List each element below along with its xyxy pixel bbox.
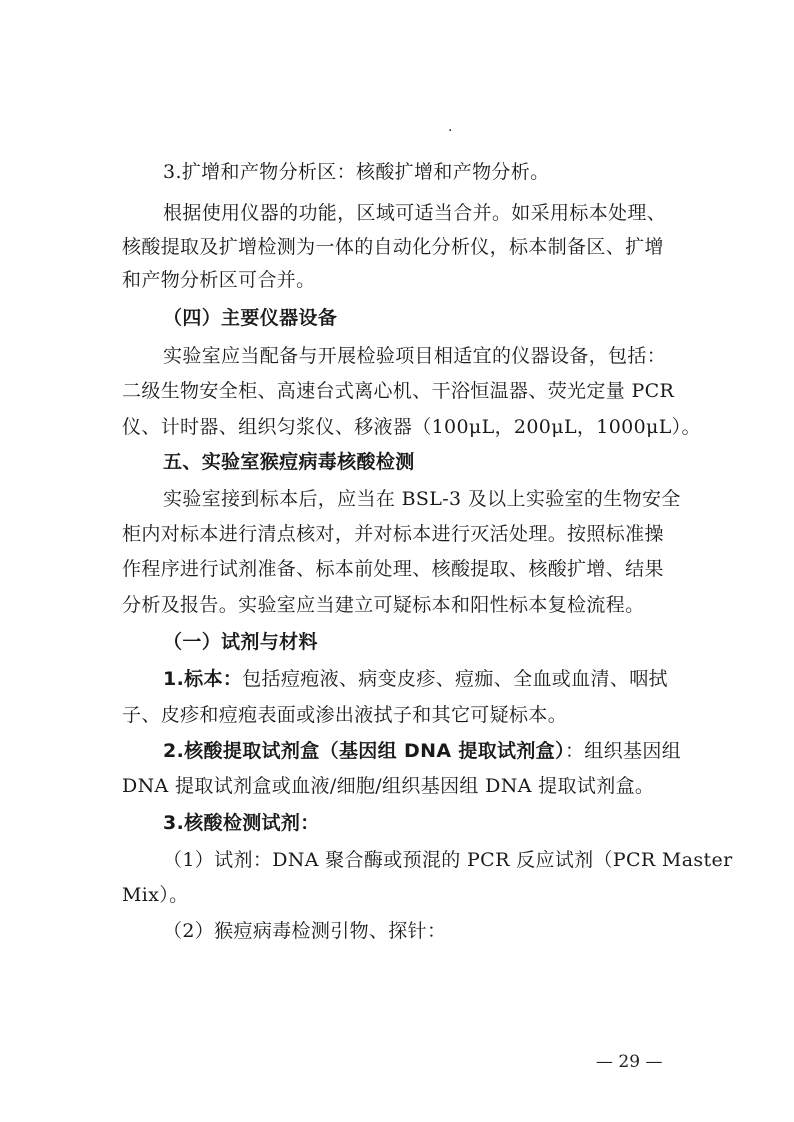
section-heading-four: （四）主要仪器设备 — [163, 307, 338, 329]
paragraph-line: DNA 提取试剂盒或血液/细胞/组织基因组 DNA 提取试剂盒。 — [122, 775, 655, 797]
paragraph-line: （1）试剂：DNA 聚合酶或预混的 PCR 反应试剂（PCR Master — [163, 849, 733, 871]
paragraph-line: 3.扩增和产物分析区：核酸扩增和产物分析。 — [163, 161, 550, 183]
item-text: ：组织基因组 — [564, 740, 682, 762]
paragraph-line: Mix）。 — [122, 884, 189, 906]
paragraph-line: 子、皮疹和痘疱表面或渗出液拭子和其它可疑标本。 — [122, 704, 568, 726]
paragraph-line: 仪、计时器、组织匀浆仪、移液器（100μL，200μL，1000μL）。 — [122, 416, 701, 438]
item-label: 1.标本： — [163, 668, 243, 690]
list-item — [163, 665, 668, 693]
scan-dot: · — [448, 123, 453, 139]
item-label: 2.核酸提取试剂盒（基因组 DNA 提取试剂盒） — [163, 740, 565, 762]
paragraph-line: 核酸提取及扩增检测为一体的自动化分析仪，标本制备区、扩增 — [122, 236, 664, 258]
section-heading-five: 五、实验室猴痘病毒核酸检测 — [163, 451, 415, 473]
paragraph-line: 分析及报告。实验室应当建立可疑标本和阳性标本复检流程。 — [122, 594, 645, 616]
page-number: — 29 — — [596, 1052, 663, 1072]
item-text: 包括痘疱液、病变皮疹、痘痂、全血或血清、咽拭 — [242, 668, 668, 690]
paragraph-line: 根据使用仪器的功能，区域可适当合并。如采用标本处理、 — [163, 202, 667, 224]
paragraph-line: 作程序进行试剂准备、标本前处理、核酸提取、核酸扩增、结果 — [122, 558, 664, 580]
paragraph-line: 实验室接到标本后，应当在 BSL-3 及以上实验室的生物安全 — [163, 488, 681, 510]
subsection-heading-one: （一）试剂与材料 — [163, 631, 318, 653]
paragraph-line: 二级生物安全柜、高速台式离心机、干浴恒温器、荧光定量 PCR — [122, 380, 675, 402]
list-item — [163, 737, 681, 765]
paragraph-line: 和产物分析区可合并。 — [122, 269, 316, 291]
item-label: 3.核酸检测试剂： — [163, 812, 320, 834]
paragraph-line: 柜内对标本进行清点核对，并对标本进行灭活处理。按照标准操 — [122, 523, 664, 545]
paragraph-line: 实验室应当配备与开展检验项目相适宜的仪器设备，包括： — [163, 345, 667, 367]
paragraph-line: （2）猴痘病毒检测引物、探针： — [163, 920, 447, 942]
